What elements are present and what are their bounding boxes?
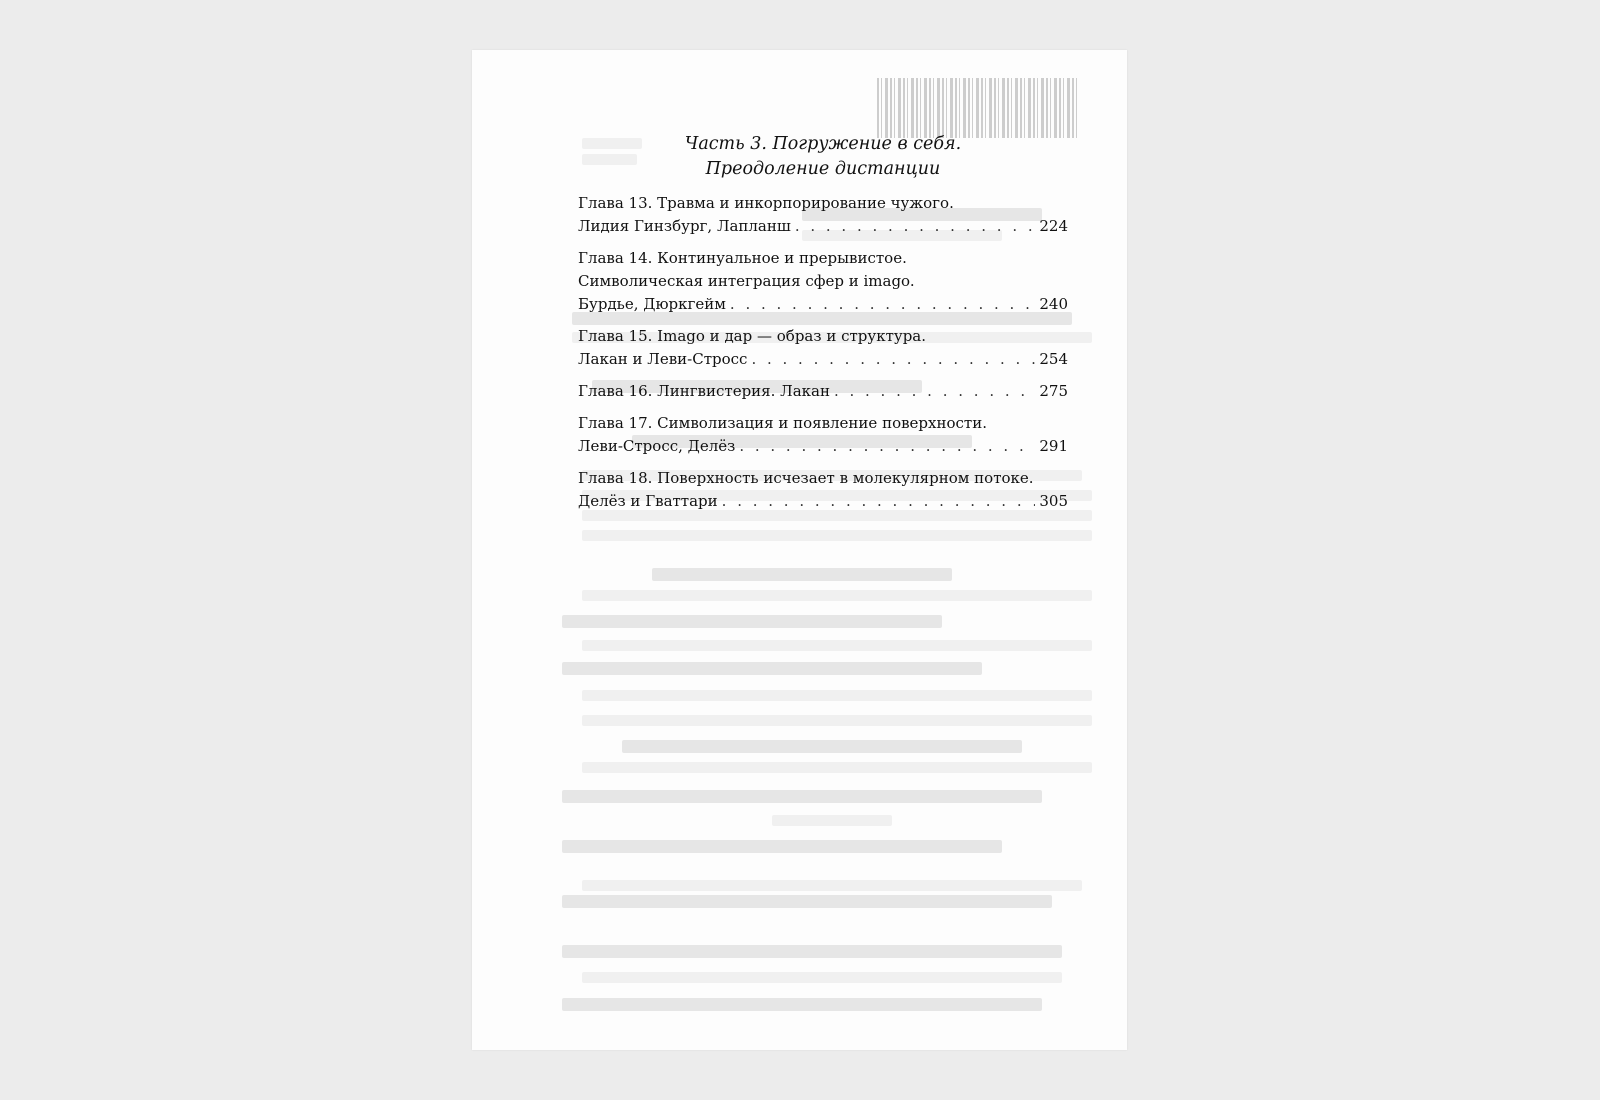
- chapter-title-line: Символическая интеграция сфер и imago.: [578, 272, 915, 290]
- leader-dots: [739, 435, 1035, 458]
- part-title: [578, 132, 1068, 182]
- chapter-title-line: Глава 17. Символизация и появление поверхности.: [578, 414, 987, 432]
- page-number: 305: [1039, 492, 1068, 510]
- chapter-title-line: Глава 13. Травма и инкорпорирование чужого.: [578, 194, 954, 212]
- leader-dots: [751, 348, 1035, 371]
- chapter-title-line: Глава 15. Imago и дар — образ и структура.: [578, 327, 927, 345]
- toc-entry-last-line: [578, 293, 1068, 316]
- page-number: 275: [1039, 382, 1068, 400]
- barcode-bleed-through: [877, 78, 1077, 138]
- chapter-subtitle: Лакан и Леви-Стросс: [578, 350, 748, 368]
- chapter-title-line: Глава 14. Континуальное и прерывистое.: [578, 249, 907, 267]
- page-number: 254: [1039, 350, 1068, 368]
- chapter-subtitle: Делёз и Гваттари: [578, 492, 718, 510]
- page-number: 224: [1039, 217, 1068, 235]
- toc-entry-last-line: [578, 348, 1068, 371]
- toc-entry-chapter-18: [578, 467, 1068, 513]
- page-number: 240: [1039, 295, 1068, 313]
- chapter-title-line: Глава 18. Поверхность исчезает в молекулярном потоке.: [578, 469, 1034, 487]
- part-title-line-1: Часть 3. Погружение в себя.: [684, 134, 962, 154]
- toc-entry-last-line: [578, 215, 1068, 238]
- toc-entry-chapter-14: [578, 247, 1068, 316]
- table-of-contents: [578, 132, 1068, 522]
- chapter-title-line: Глава 16. Лингвистерия. Лакан: [578, 382, 830, 400]
- leader-dots: [795, 215, 1036, 238]
- toc-entry-chapter-15: [578, 325, 1068, 371]
- chapter-subtitle: Лидия Гинзбург, Лапланш: [578, 217, 791, 235]
- leader-dots: [730, 293, 1035, 316]
- toc-entry-chapter-16: [578, 380, 1068, 403]
- book-page: [472, 50, 1127, 1050]
- leader-dots: [834, 380, 1035, 403]
- chapter-subtitle: Леви-Стросс, Делёз: [578, 437, 736, 455]
- toc-entry-last-line: [578, 490, 1068, 513]
- page-number: 291: [1039, 437, 1068, 455]
- part-title-line-2: Преодоление дистанции: [705, 159, 941, 179]
- toc-entry-chapter-17: [578, 412, 1068, 458]
- toc-entry-chapter-13: [578, 192, 1068, 238]
- chapter-subtitle: Бурдье, Дюркгейм: [578, 295, 726, 313]
- leader-dots: [722, 490, 1036, 513]
- toc-entry-last-line: [578, 380, 1068, 403]
- toc-entry-last-line: [578, 435, 1068, 458]
